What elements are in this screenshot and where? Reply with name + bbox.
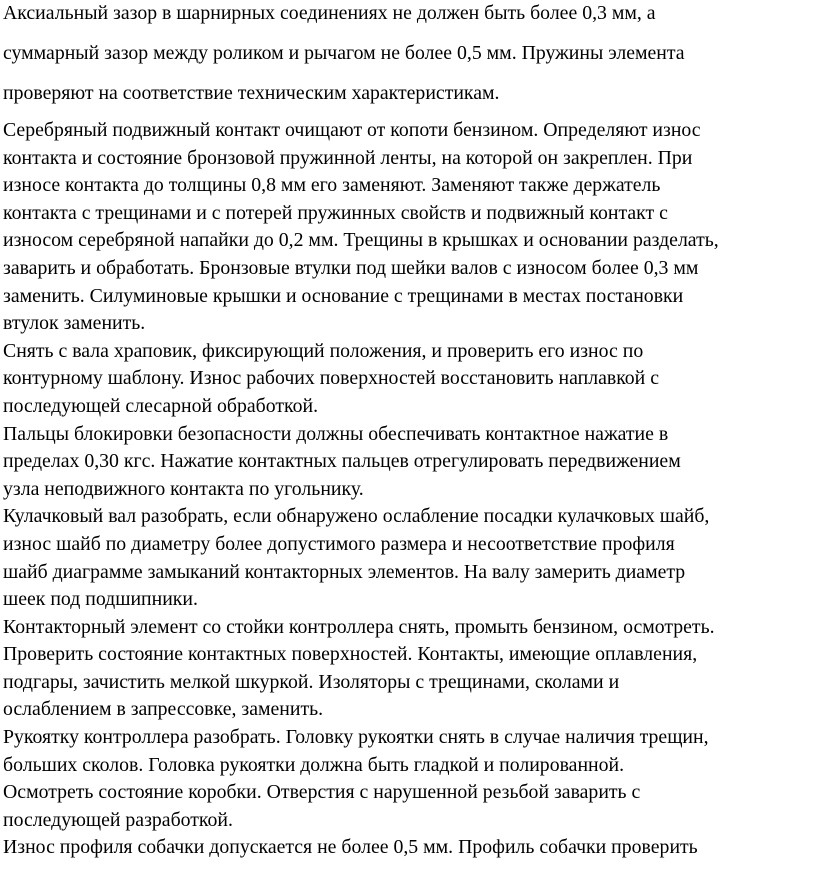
paragraph-box <box>3 779 816 834</box>
paragraph-silver-contact <box>3 117 816 338</box>
intro-line: проверяют на соответствие техническим характеристикам. <box>3 82 500 104</box>
intro-paragraph <box>0 0 815 113</box>
text-line: последующей слесарной обработкой. <box>3 394 319 417</box>
text-line: Износ профиля собачки допускается не более 0,5 мм. Профиль собачки проверить <box>3 836 698 859</box>
paragraph-camshaft <box>3 503 816 613</box>
text-line: заварить и обработать. Бронзовые втулки под шейки валов с износом более 0,3 мм <box>3 256 699 279</box>
text-line: износ шайб по диаметру более допустимого размера и несоответствие профиля <box>3 532 675 555</box>
paragraph-ratchet <box>3 338 816 421</box>
text-line: шайб диаграмме замыканий контакторных элементов. На валу замерить диаметр <box>3 560 686 583</box>
paragraph-pawl-profile <box>3 834 816 862</box>
text-line: последующей разработкой. <box>3 808 233 831</box>
text-line: Серебряный подвижный контакт очищают от копоти бензином. Определяют износ <box>3 119 701 141</box>
text-line: контурному шаблону. Износ рабочих поверхностей восстановить наплавкой с <box>3 367 659 390</box>
body-text <box>0 117 816 862</box>
paragraph-safety-fingers <box>3 421 816 504</box>
text-line: Снять с вала храповик, фиксирующий положения, и проверить его износ по <box>3 339 644 362</box>
text-line: пределах 0,30 кгс. Нажатие контактных пальцев отрегулировать передвижением <box>3 450 681 473</box>
text-line: Пальцы блокировки безопасности должны обеспечивать контактное нажатие в <box>3 422 669 445</box>
text-line: шеек под подшипники. <box>3 588 198 611</box>
text-line: износе контакта до толщины 0,8 мм его заменяют. Заменяют также держатель <box>3 174 661 197</box>
text-line: Проверить состояние контактных поверхностей. Контакты, имеющие оплавления, <box>3 643 698 666</box>
text-line: Рукоятку контроллера разобрать. Головку рукоятки снять в случае наличия трещин, <box>3 726 709 749</box>
text-line: Осмотреть состояние коробки. Отверстия с нарушенной резьбой заварить с <box>3 781 641 804</box>
text-line: контакта с трещинами и с потерей пружинных свойств и подвижный контакт с <box>3 201 668 224</box>
text-line: ослаблением в запрессовке, заменить. <box>3 698 324 721</box>
text-line: втулок заменить. <box>3 312 146 335</box>
text-line: подгары, зачистить мелкой шкуркой. Изоляторы с трещинами, сколами и <box>3 670 620 693</box>
intro-line: Аксиальный зазор в шарнирных соединениях не должен быть более 0,3 мм, а <box>3 2 656 24</box>
text-line: контакта и состояние бронзовой пружинной ленты, на которой он закреплен. При <box>3 146 693 169</box>
text-line: больших сколов. Головка рукоятки должна быть гладкой и полированной. <box>3 753 625 776</box>
intro-line: суммарный зазор между роликом и рычагом не более 0,5 мм. Пружины элемента <box>3 42 685 64</box>
text-line: заменить. Силуминовые крышки и основание с трещинами в местах постановки <box>3 284 684 307</box>
paragraph-contactor-element <box>3 614 816 724</box>
text-line: износом серебряной напайки до 0,2 мм. Трещины в крышках и основании разделать, <box>3 229 719 252</box>
text-line: Кулачковый вал разобрать, если обнаружено ослабление посадки кулачковых шайб, <box>3 505 710 528</box>
text-line: узла неподвижного контакта по угольнику. <box>3 477 364 500</box>
paragraph-controller-handle <box>3 724 816 779</box>
text-line: Контакторный элемент со стойки контроллера снять, промыть бензином, осмотреть. <box>3 615 715 638</box>
